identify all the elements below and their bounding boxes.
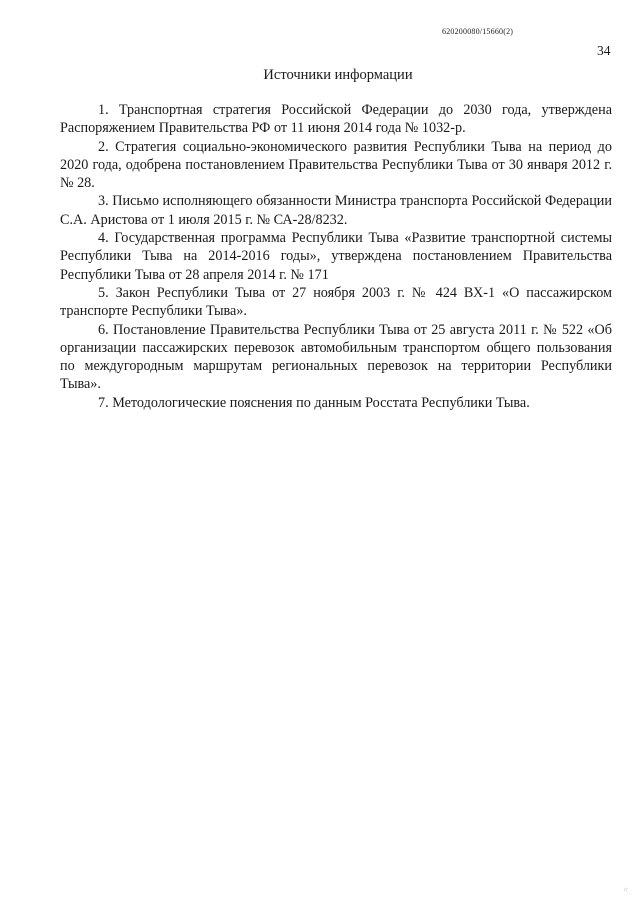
source-item-1: 1. Транспортная стратегия Российской Федерации до 2030 года, утверждена Распоряжением Правительства РФ от 11 июня 2014 года № 1032-р. [60, 102, 612, 137]
source-item-4: 4. Государственная программа Республики Тыва «Развитие транспортной системы Республики Тыва на 2014-2016 годы», утверждена постановлением Правительства Республики Тыва от 28 апреля 2014 г. № 171 [60, 230, 612, 283]
page-number: 34 [597, 43, 611, 58]
page-title: Источники информации [263, 67, 413, 83]
scan-mark-icon: ⁘ [621, 885, 631, 895]
document-code: 620200080/15660(2) [442, 27, 514, 36]
source-item-2: 2. Стратегия социально-экономического развития Республики Тыва на период до 2020 года, одобрена постановлением Правительства Республики Тыва от 30 января 2012 г. № 28. [60, 138, 612, 192]
source-item-3: 3. Письмо исполняющего обязанности Министра транспорта Российской Федерации С.А. Аристова от 1 июля 2015 г. № СА-28/8232. [60, 193, 612, 228]
source-item-5: 5. Закон Республики Тыва от 27 ноября 2003 г. № 424 ВХ-1 «О пассажирском транспорте Республики Тыва». [60, 284, 612, 320]
source-item-6: 6. Постановление Правительства Республики Тыва от 25 августа 2011 г. № 522 «Об организации пассажирских перевозок автомобильным транспортом общего пользования по междугородным маршрутам региональных перевозок на территории Республики Тыва». [60, 321, 612, 393]
sources-list [60, 101, 612, 412]
source-item-7: 7. Методологические пояснения по данным Росстата Республики Тыва. [98, 394, 530, 411]
